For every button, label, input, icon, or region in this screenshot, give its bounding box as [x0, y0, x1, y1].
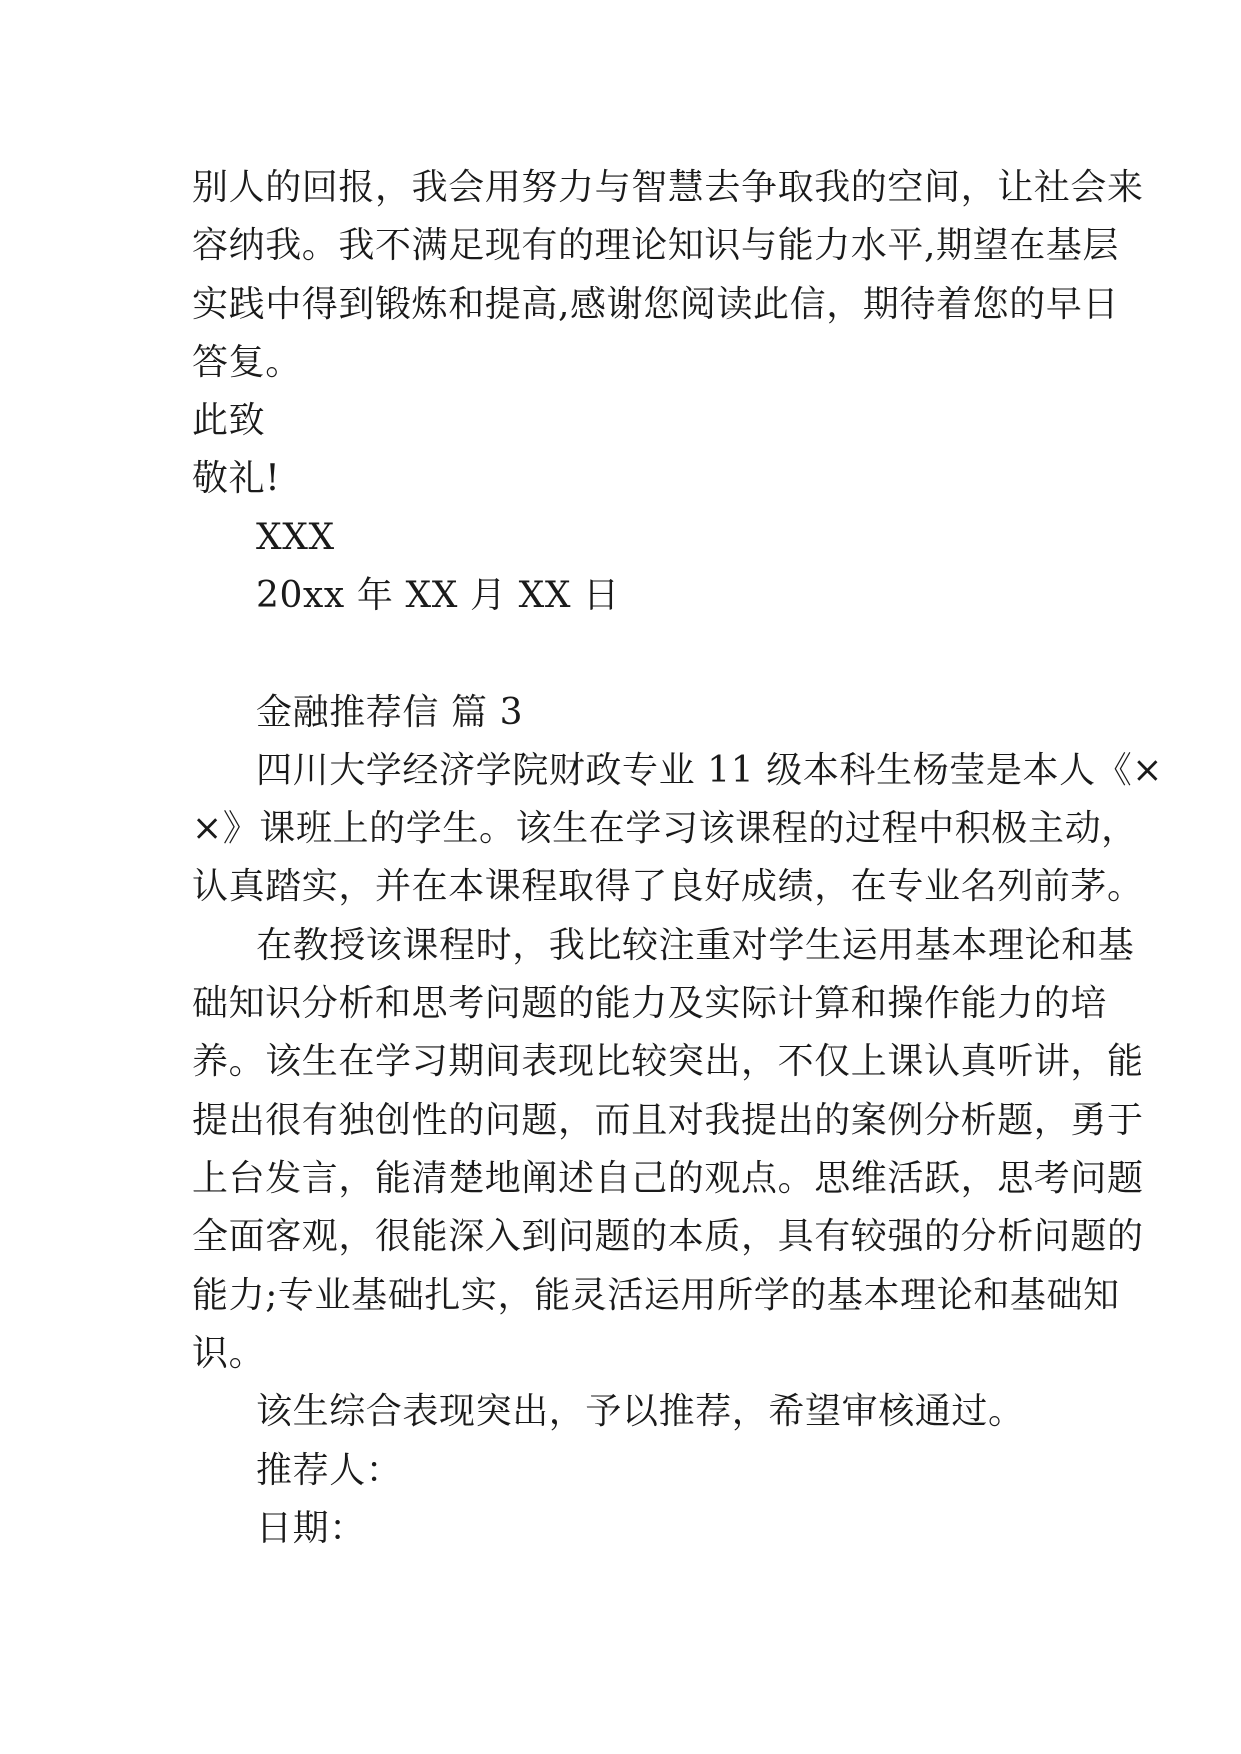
paragraph-line: 提出很有独创性的问题，而且对我提出的案例分析题，勇于 — [192, 1100, 1144, 1141]
closing-salutation: 此致 — [192, 400, 266, 441]
signature: XXX — [256, 517, 335, 558]
paragraph-line: 在教授该课程时，我比较注重对学生运用基本理论和基 — [256, 925, 1135, 966]
paragraph-line: 认真踏实，并在本课程取得了良好成绩，在专业名列前茅。 — [192, 866, 1144, 907]
paragraph-line: 全面客观，很能深入到问题的本质，具有较强的分析问题的 — [192, 1216, 1144, 1257]
paragraph-line: 养。该生在学习期间表现比较突出，不仅上课认真听讲，能 — [192, 1041, 1144, 1082]
paragraph-line: 能力;专业基础扎实，能灵活运用所学的基本理论和基础知 — [192, 1275, 1120, 1316]
paragraph-line: 础知识分析和思考问题的能力及实际计算和操作能力的培 — [192, 983, 1108, 1024]
paragraph-line: 识。 — [192, 1333, 266, 1374]
paragraph-line: ×》课班上的学生。该生在学习该课程的过程中积极主动， — [192, 808, 1138, 849]
letter-date: 20xx 年 XX 月 XX 日 — [256, 575, 620, 616]
section-title: 金融推荐信 篇 3 — [256, 692, 524, 733]
date-label: 日期： — [256, 1508, 366, 1549]
paragraph-line: 上台发言，能清楚地阐述自己的观点。思维活跃，思考问题 — [192, 1158, 1144, 1199]
closing-regards: 敬礼! — [192, 458, 281, 499]
body-line: 容纳我。我不满足现有的理论知识与能力水平,期望在基层 — [192, 225, 1120, 266]
paragraph-line: 该生综合表现突出，予以推荐，希望审核通过。 — [256, 1391, 1025, 1432]
body-line: 实践中得到锻炼和提高,感谢您阅读此信，期待着您的早日 — [192, 284, 1120, 325]
body-line: 答复。 — [192, 342, 302, 383]
body-line: 别人的回报，我会用努力与智慧去争取我的空间，让社会来 — [192, 167, 1144, 208]
paragraph-line: 四川大学经济学院财政专业 11 级本科生杨莹是本人《× — [256, 750, 1164, 791]
recommender-label: 推荐人： — [256, 1450, 403, 1491]
